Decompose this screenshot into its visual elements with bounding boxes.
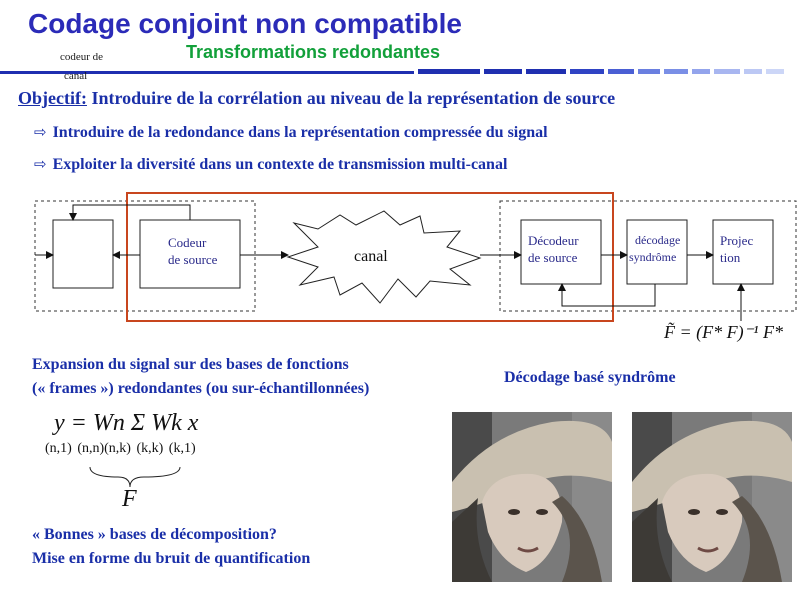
page-subtitle: Transformations redondantes bbox=[186, 42, 441, 62]
expansion-text-line: (« frames ») redondantes (ou sur-échantillonnées) bbox=[32, 380, 370, 397]
syndrome-decoding-line: syndrôme bbox=[629, 250, 677, 264]
channel-coder-box bbox=[53, 220, 113, 288]
bottom-text-line: Mise en forme du bruit de quantification bbox=[32, 550, 311, 567]
source-decoder-line: Décodeur bbox=[528, 233, 579, 248]
objective-line bbox=[18, 88, 615, 109]
encoder-feedback-loop bbox=[73, 205, 190, 220]
bullet-text: Exploiter la diversité dans un contexte de transmission multi-canal bbox=[52, 156, 508, 173]
hollow-right-arrow-icon: ⇨ bbox=[34, 123, 47, 141]
channel-coder-line: canal bbox=[64, 70, 88, 82]
objective-label: Objectif: bbox=[18, 88, 87, 108]
header-rule bbox=[0, 68, 800, 76]
objective-text: Introduire de la corrélation au niveau de la représentation de source bbox=[91, 88, 616, 108]
bullet-item bbox=[34, 155, 507, 174]
source-decoder-label bbox=[528, 232, 579, 266]
projection-label bbox=[720, 232, 753, 266]
channel-coder-label bbox=[60, 48, 103, 86]
page-title: Codage conjoint non compatible bbox=[28, 8, 462, 39]
source-coder-line: de source bbox=[168, 252, 218, 267]
channel-coder-line: codeur de bbox=[60, 51, 104, 63]
projection-line: tion bbox=[720, 250, 741, 265]
dimension-labels: (n,1) (n,n)(n,k) (k,k) (k,1) bbox=[45, 441, 196, 456]
underbrace bbox=[60, 463, 220, 515]
channel-label: canal bbox=[354, 248, 388, 265]
projection-line: Projec bbox=[720, 233, 754, 248]
source-coder-label bbox=[168, 234, 217, 268]
bullet-text: Introduire de la redondance dans la représentation compressée du signal bbox=[52, 124, 548, 141]
syndrome-decoding-label bbox=[629, 232, 680, 266]
F-label: F bbox=[122, 486, 137, 512]
bullet-item bbox=[34, 123, 548, 142]
source-coder-line: Codeur bbox=[168, 235, 207, 250]
pseudo-inverse-formula: F̃ = (F* F)⁻¹ F* bbox=[664, 322, 784, 342]
frame-equation: y = Wn Σ Wk x bbox=[54, 410, 199, 436]
syndrome-decoding-caption: Décodage basé syndrôme bbox=[504, 369, 676, 386]
portrait-photo-original bbox=[452, 412, 612, 582]
syndrome-decoding-line: décodage bbox=[635, 233, 681, 247]
decoder-feedback-loop bbox=[562, 284, 655, 306]
bottom-text-line: « Bonnes » bases de décomposition? bbox=[32, 526, 277, 543]
source-decoder-line: de source bbox=[528, 250, 578, 265]
expansion-text-line: Expansion du signal sur des bases de fonctions bbox=[32, 356, 349, 373]
hollow-right-arrow-icon: ⇨ bbox=[34, 155, 47, 173]
portrait-photo-reconstructed bbox=[632, 412, 792, 582]
